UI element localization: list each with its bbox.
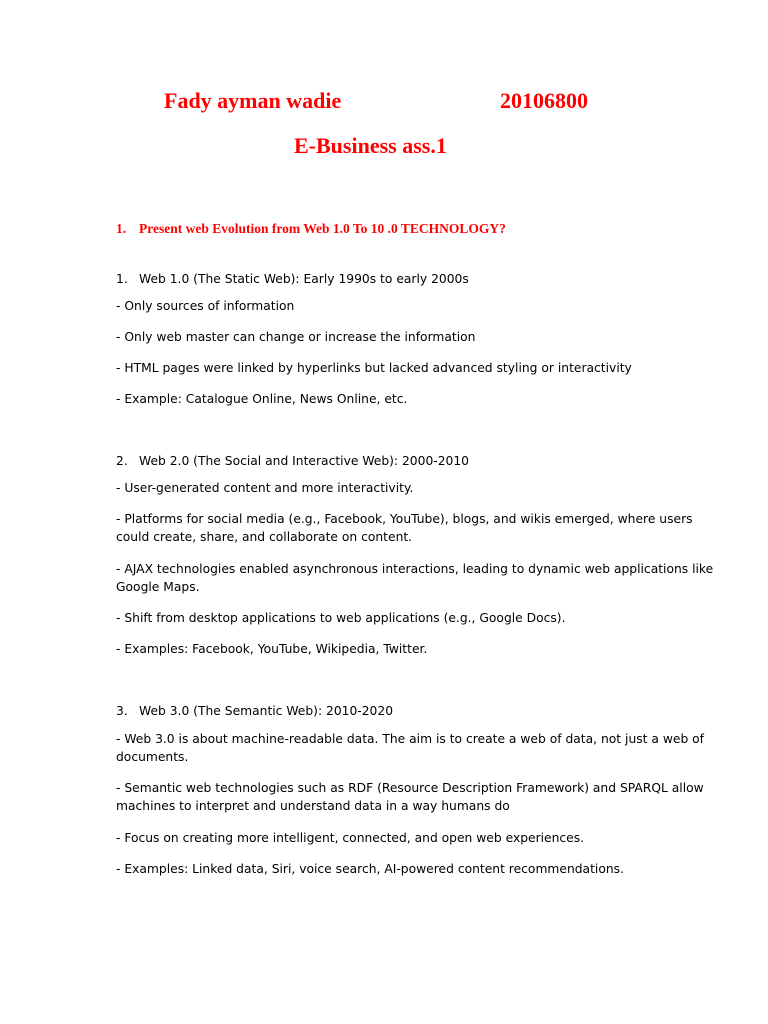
question-text: Present web Evolution from Web 1.0 To 10 .0 TECHNOLOGY? <box>139 221 506 236</box>
bullet-line: - User-generated content and more interactivity. <box>116 481 414 495</box>
bullet-line-continued: machines to interpret and understand data in a way humans do <box>116 799 510 813</box>
section-title: Web 3.0 (The Semantic Web): 2010-2020 <box>139 704 394 718</box>
bullet-line: - Only web master can change or increase the information <box>116 330 476 344</box>
bullet-line-continued: Google Maps. <box>116 580 200 594</box>
question-heading <box>116 221 506 237</box>
document-title: E-Business ass.1 <box>294 133 447 158</box>
bullet-line: - Focus on creating more intelligent, connected, and open web experiences. <box>116 831 585 845</box>
section-number: 1. <box>116 272 128 286</box>
section-number: 2. <box>116 454 128 468</box>
bullet-line: - Semantic web technologies such as RDF (Resource Description Framework) and SPARQL allow <box>116 781 704 795</box>
student-id: 20106800 <box>500 88 588 113</box>
bullet-line: - Examples: Linked data, Siri, voice search, AI-powered content recommendations. <box>116 862 624 876</box>
bullet-line: - Example: Catalogue Online, News Online, etc. <box>116 392 408 406</box>
section-title: Web 1.0 (The Static Web): Early 1990s to early 2000s <box>139 272 469 286</box>
bullet-line: - Platforms for social media (e.g., Facebook, YouTube), blogs, and wikis emerged, where users <box>116 512 693 526</box>
section-number: 3. <box>116 704 128 718</box>
bullet-line-continued: could create, share, and collaborate on content. <box>116 530 413 544</box>
author-name: Fady ayman wadie <box>164 88 342 113</box>
bullet-line: - Web 3.0 is about machine-readable data. The aim is to create a web of data, not just a web of <box>116 732 705 746</box>
bullet-line: - Examples: Facebook, YouTube, Wikipedia, Twitter. <box>116 642 428 656</box>
bullet-line: - Only sources of information <box>116 299 295 313</box>
bullet-line: - AJAX technologies enabled asynchronous interactions, leading to dynamic web applications like <box>116 562 714 576</box>
section-heading <box>116 702 393 720</box>
section-heading <box>116 452 469 470</box>
question-number: 1. <box>116 221 127 236</box>
bullet-line: - HTML pages were linked by hyperlinks but lacked advanced styling or interactivity <box>116 361 632 375</box>
bullet-line: - Shift from desktop applications to web applications (e.g., Google Docs). <box>116 611 566 625</box>
section-heading <box>116 270 469 288</box>
section-title: Web 2.0 (The Social and Interactive Web): 2000-2010 <box>139 454 470 468</box>
bullet-line-continued: documents. <box>116 750 189 764</box>
